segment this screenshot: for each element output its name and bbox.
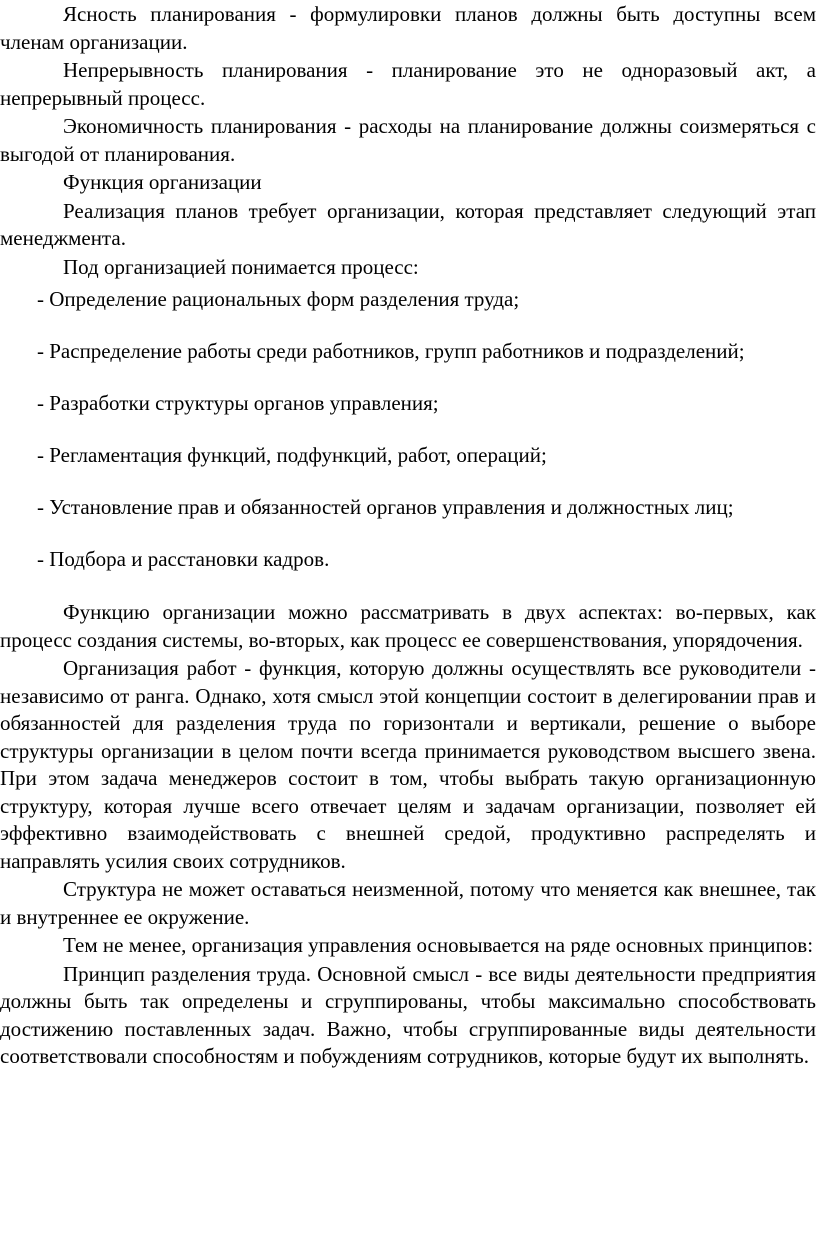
list-item: - Распределение работы среди работников, групп работников и подразделений; xyxy=(37,339,745,363)
paragraph-planning-economy: Экономичность планирования - расходы на планирование должны соизмеряться с выгодой от планирования. xyxy=(0,114,816,166)
list-item: - Определение рациональных форм разделения труда; xyxy=(37,287,520,311)
list-item: - Разработки структуры органов управления; xyxy=(37,391,439,415)
paragraph-plan-implementation: Реализация планов требует организации, которая представляет следующий этап менеджмента. xyxy=(0,198,816,250)
paragraph-organization-aspects: Функцию организации можно рассматривать в двух аспектах: во-первых, как процесс создания системы, во-вторых, как процесс ее совершенствования, упорядочения. xyxy=(0,600,816,652)
paragraph-management-principles: Тем не менее, организация управления основывается на ряде основных принципов: xyxy=(63,933,814,957)
organization-process-list xyxy=(0,281,816,577)
paragraph-planning-continuity: Непрерывность планирования - планирование это не одноразовый акт, а непрерывный процесс. xyxy=(0,58,816,110)
paragraph-organization-definition: Под организацией понимается процесс: xyxy=(63,254,419,279)
section-heading-organization-function: Функция организации xyxy=(63,170,262,194)
paragraph-structure-change: Структура не может оставаться неизменной, потому что меняется как внешнее, так и внутреннее ее окружение. xyxy=(0,877,816,929)
list-item: - Установление прав и обязанностей органов управления и должностных лиц; xyxy=(37,495,734,519)
paragraph-work-organization: Организация работ - функция, которую должны осуществлять все руководители - независимо от ранга. Однако, хотя смысл этой концепции состоит в делегировании прав и обязанностей для разделения труда по горизонтали и вертикали, решение о выборе структуры организации в целом почти всегда принимается руководством высшего звена. При этом задача менеджеров состоит в том, чтобы выбрать такую организационную структуру, которая лучше всего отвечает целям и задачам организации, позволяет ей эффективно взаимодействовать с внешней средой, продуктивно распределять и направлять усилия своих сотрудников. xyxy=(0,656,816,873)
paragraph-division-of-labor: Принцип разделения труда. Основной смысл - все виды деятельности предприятия должны быть так определены и сгруппированы, чтобы максимально способствовать достижению поставленных задач. Важно, чтобы сгруппированные виды деятельности соответствовали способностям и побуждениям сотрудников, которые будут их выполнять. xyxy=(0,961,816,1068)
paragraph-planning-clarity: Ясность планирования - формулировки планов должны быть доступны всем членам организации. xyxy=(0,2,816,54)
list-item: - Подбора и расстановки кадров. xyxy=(37,547,330,571)
list-item: - Регламентация функций, подфункций, работ, операций; xyxy=(37,443,547,467)
